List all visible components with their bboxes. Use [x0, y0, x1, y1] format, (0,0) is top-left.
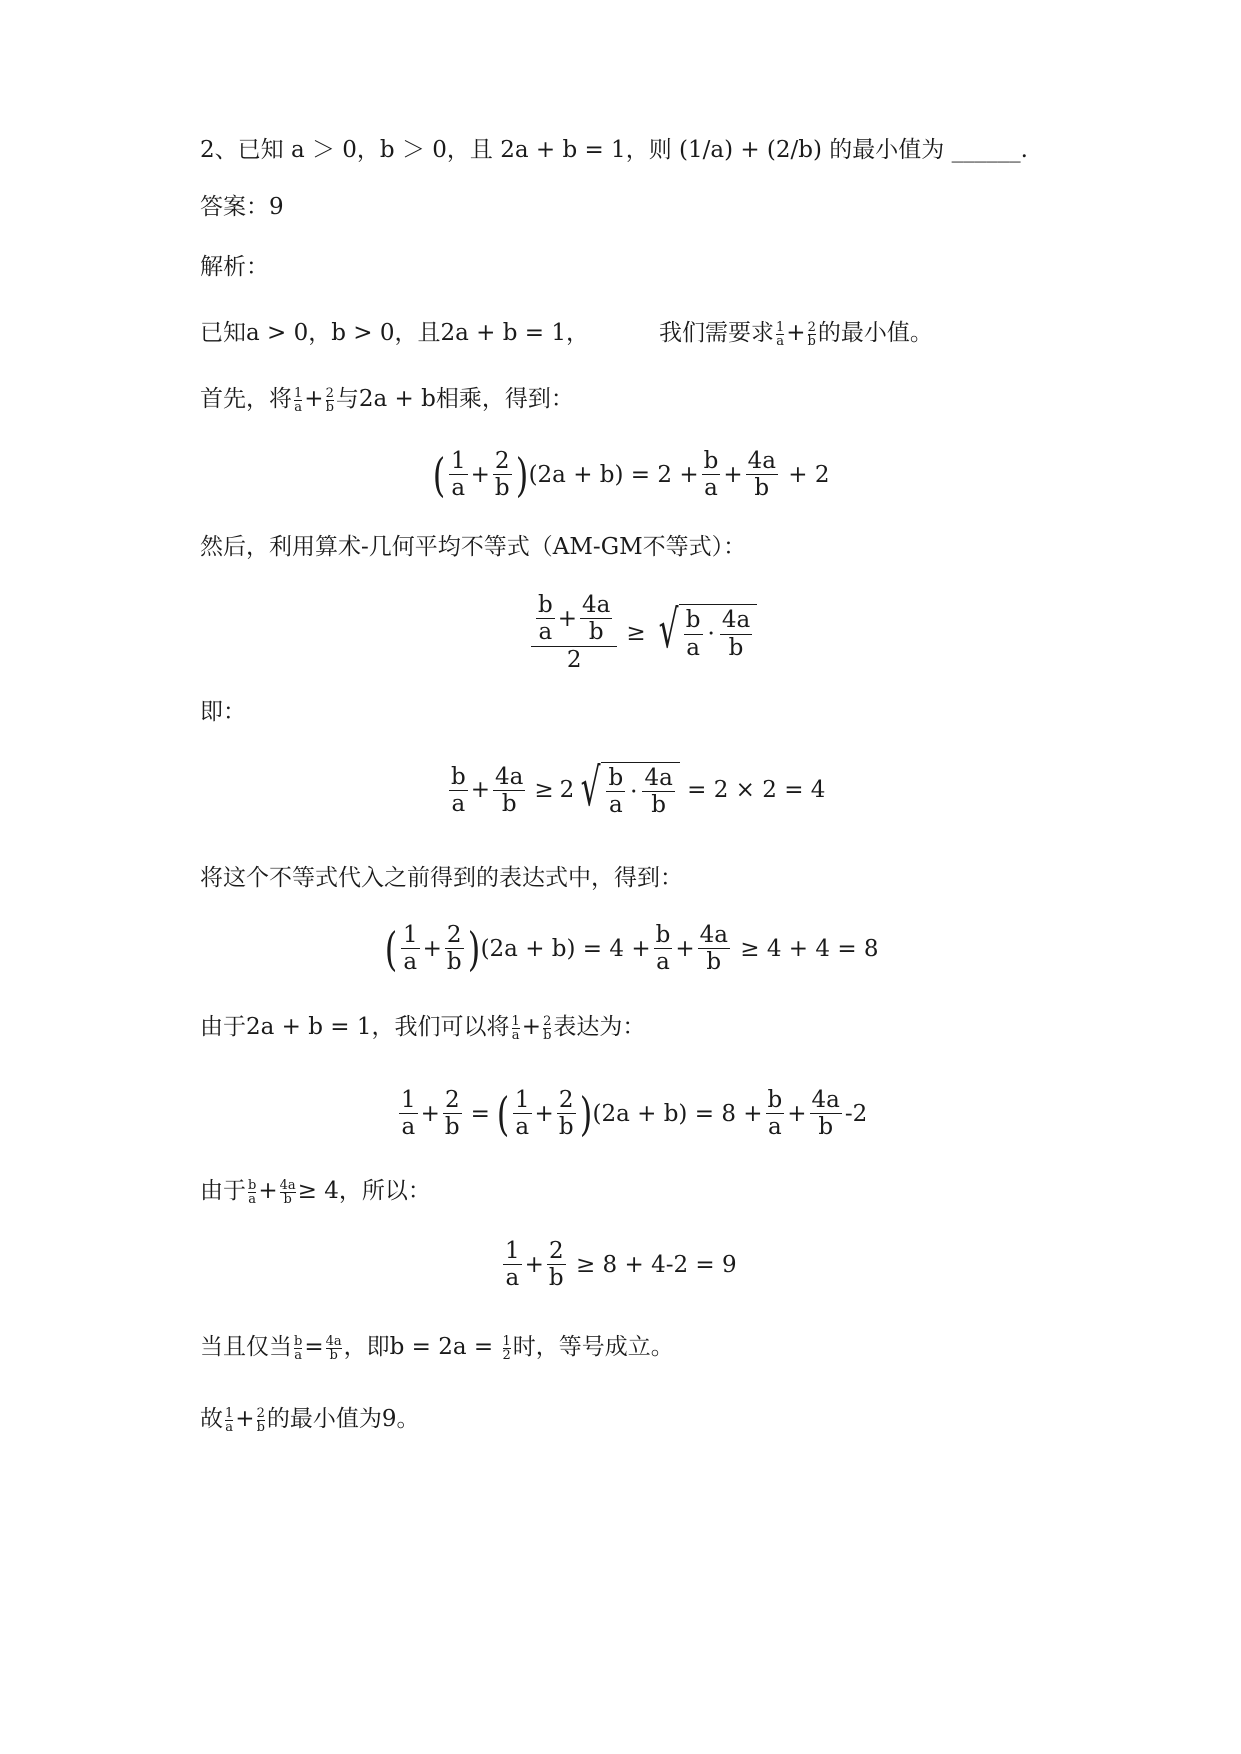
question-text: 2、已知 a ＞ 0，b ＞ 0，且 2a + b = 1，则 (1/a) + (2/b) 的最小值为 ______.: [200, 137, 1028, 163]
equation-final: $\frac{1}{a}$ + $\frac{2}{b}$ ≥ 8 + 4-2 = 9: [505, 1238, 737, 1292]
equation-amgm-result: $\frac{b}{a}$ + $\frac{4a}{b}$ ≥ 2 √ $\frac{b}{a}$ · $\frac{4a}{b}$ = 2 × 2 = 4: [451, 758, 826, 819]
equation-expression: $\frac{1}{a}$ + $\frac{2}{b}$ = ( $\frac{1}{a}$ + $\frac{2}{b}$ ) (2a + b) = 8 + $\frac{b}{a}$ + $\frac{4a}{b}$ -2: [401, 1086, 868, 1141]
analysis-heading: 解析：: [200, 254, 269, 280]
equation-amgm: $\frac{b}{a}$ + $\frac{4a}{b}$ 2 ≥ √ $\frac{b}{a}$ · $\frac{4a}{b}$: [528, 592, 757, 673]
equation-bound: ( $\frac{1}{a}$ + $\frac{2}{b}$ ) (2a + b) = 4 + $\frac{b}{a}$ + $\frac{4a}{b}$ ≥ 4 + 4 = 8: [384, 921, 879, 976]
paragraph-amgm: 然后，利用算术-几何平均不等式（AM-GM不等式）：: [200, 534, 747, 560]
paragraph-first: 首先，将 $\frac{1}{a}$ + $\frac{2}{b}$ 与2a + b相乘，得到：: [200, 385, 574, 415]
paragraph-since: 由于 $\frac{b}{a}$ + $\frac{4a}{b}$ ≥ 4，所以：: [200, 1177, 431, 1207]
paragraph-ie: 即：: [200, 699, 246, 725]
answer-text: 答案：9: [200, 194, 284, 220]
paragraph-express: 由于2a + b = 1，我们可以将 $\frac{1}{a}$ + $\frac{2}{b}$ 表达为：: [200, 1013, 646, 1043]
equation-expansion: ( $\frac{1}{a}$ + $\frac{2}{b}$ ) (2a + b) = 2 + $\frac{b}{a}$ + $\frac{4a}{b}$ + 2: [432, 447, 830, 502]
paragraph-substitute: 将这个不等式代入之前得到的表达式中，得到：: [200, 865, 683, 891]
paragraph-conclusion: 故 $\frac{1}{a}$ + $\frac{2}{b}$ 的最小值为9。: [200, 1405, 420, 1435]
paragraph-equality: 当且仅当 $\frac{b}{a}$ = $\frac{4a}{b}$ ，即b = 2a = $\frac{1}{2}$ 时，等号成立。: [200, 1333, 674, 1363]
paragraph-given: 已知a > 0，b > 0，且2a + b = 1， 我们需要求 $\frac{1}{a}$ + $\frac{2}{b}$ 的最小值。: [200, 319, 933, 349]
